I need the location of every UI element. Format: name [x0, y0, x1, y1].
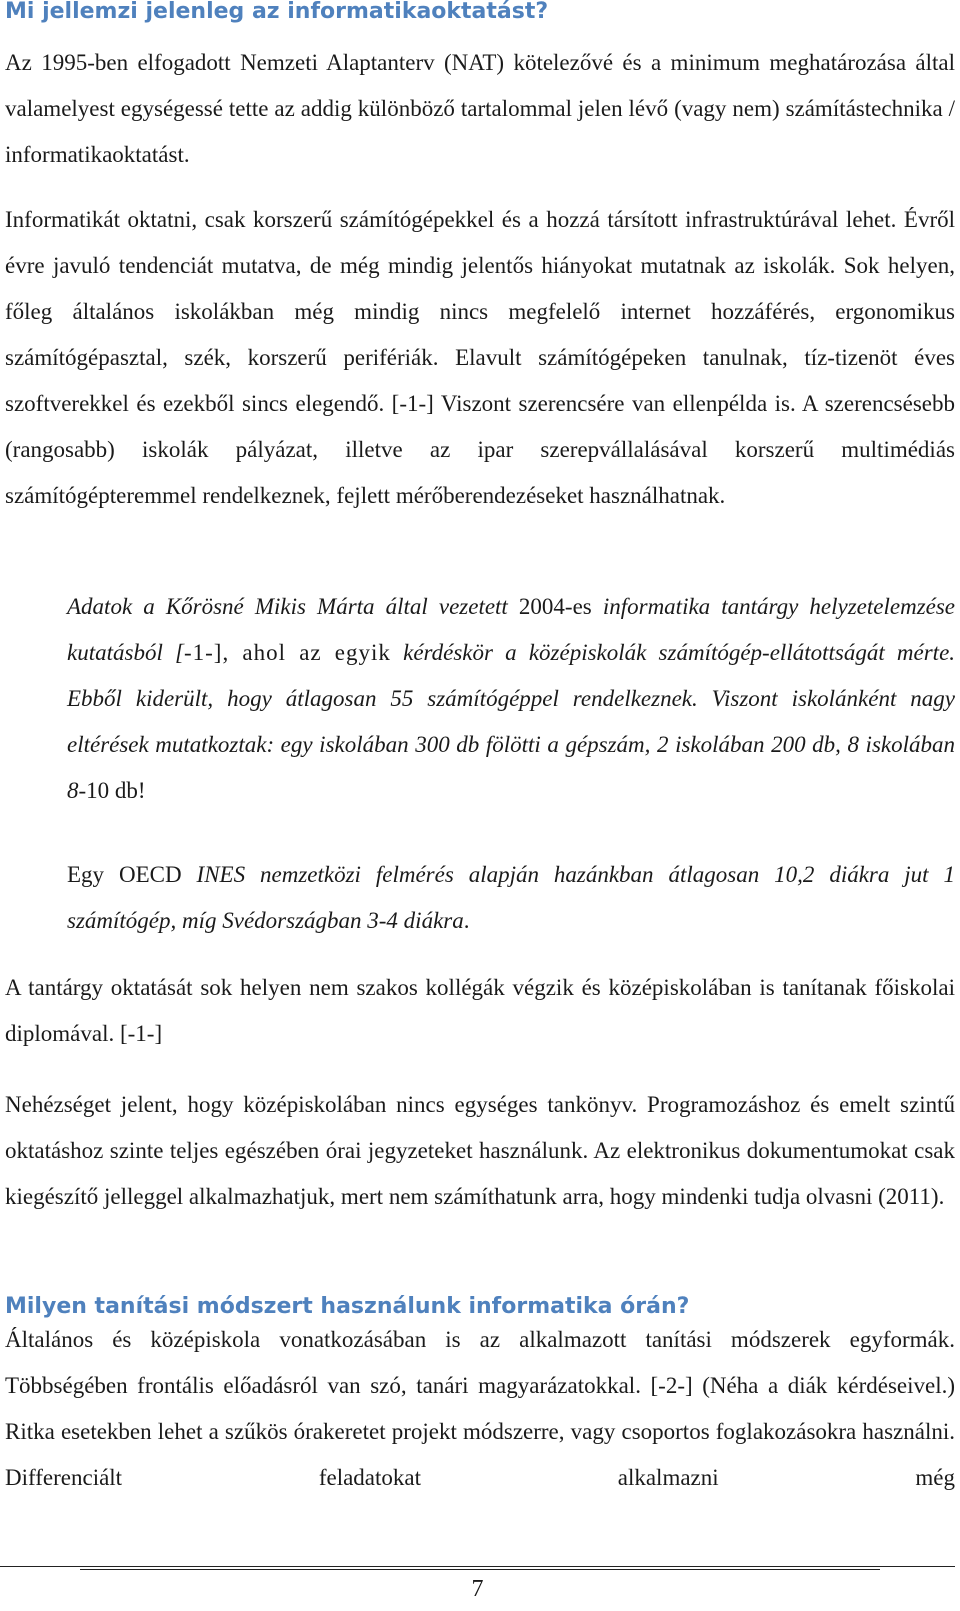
- paragraph-teachers: A tantárgy oktatását sok helyen nem szakos kollégák végzik és középiskolában is tanítanak főiskolai diplomával. [-1-]: [5, 975, 955, 1046]
- quote-survey-data: [67, 584, 955, 814]
- paragraph-textbooks: Nehézséget jelent, hogy középiskolában nincs egységes tankönyv. Programozáshoz és emelt szintű oktatáshoz szinte teljes egészében órai jegyzeteket használunk. Az elektronikus dokumentumokat csak kiegészítő jelleggel alkalmazhatjuk, mert nem számíthatunk arra, hogy mindenki tudja olvasni (2011).: [5, 1092, 955, 1209]
- footer-divider-secondary: [80, 1569, 880, 1570]
- footer-divider: [0, 1566, 955, 1567]
- quote-survey-part3: kérdéskör a középiskolák számítógép-ellátottságát mérte. Ebből kiderült, hogy átlagosan 55 számítógéppel rendelkeznek. Viszont iskolánként nagy eltérések mutatkoztak: egy iskolában 300 db fölötti a gépszám, 2 iskolában 200 db, 8 iskolában 8: [67, 640, 956, 803]
- quote-oecd: [67, 852, 955, 944]
- quote-survey-ref: -1-], ahol az egyik: [183, 640, 391, 665]
- quote-survey-part1: Adatok a Kőrösné Mikis Márta által vezetett: [67, 594, 508, 619]
- quote-oecd-part1: Egy OECD: [67, 862, 182, 887]
- quote-survey-part2: informatika tantárgy helyzetelemzése kutatásból [: [67, 594, 956, 665]
- section-heading-current-state: Mi jellemzi jelenleg az informatikaoktatást?: [5, 0, 549, 24]
- quote-survey-year: 2004-es: [518, 594, 592, 619]
- section-heading-methods: Milyen tanítási módszert használunk informatika órán?: [5, 1294, 690, 1319]
- paragraph-nat: Az 1995-ben elfogadott Nemzeti Alaptanterv (NAT) kötelezővé és a minimum meghatározása által valamelyest egységessé tette az addig különböző tartalommal jelen lévő (vagy nem) számítástechnika / informatikaoktatást.: [5, 50, 955, 167]
- quote-oecd-part2: INES nemzetközi felmérés alapján hazánkban átlagosan 10,2 diákra jut 1 számítógép, míg Svédországban 3-4 diákra: [67, 862, 955, 933]
- quote-oecd-period: .: [463, 908, 470, 933]
- quote-survey-end: -10 db!: [78, 778, 146, 803]
- paragraph-infrastructure: Informatikát oktatni, csak korszerű számítógépekkel és a hozzá társított infrastruktúrával lehet. Évről évre javuló tendenciát mutatva, de még mindig jelentős hiányokat mutatnak az iskolák. Sok helyen, főleg általános iskolákban még mindig nincs megfelelő internet hozzáférés, ergonomikus számítógépasztal, szék, korszerű perifériák. Elavult számítógépeken tanulnak, tíz-tizenöt éves szoftverekkel és ezekből sincs elegendő. [-1-] Viszont szerencsére van ellenpélda is. A szerencsésebb (rangosabb) iskolák pályázat, illetve az ipar szerepvállalásával korszerű multimédiás számítógépteremmel rendelkeznek, fejlett mérőberendezéseket használhatnak.: [5, 207, 955, 508]
- paragraph-methods: Általános és középiskola vonatkozásában is az alkalmazott tanítási módszerek egyformák. Többségében frontális előadásról van szó, tanári magyarázatokkal. [-2-] (Néha a diák kérdéseivel.) Ritka esetekben lehet a szűkös órakeretet projekt módszerre, vagy csoportos foglakozásokra használni. Differenciált feladatokat alkalmazni még: [5, 1327, 955, 1490]
- page-number: 7: [471, 1576, 484, 1602]
